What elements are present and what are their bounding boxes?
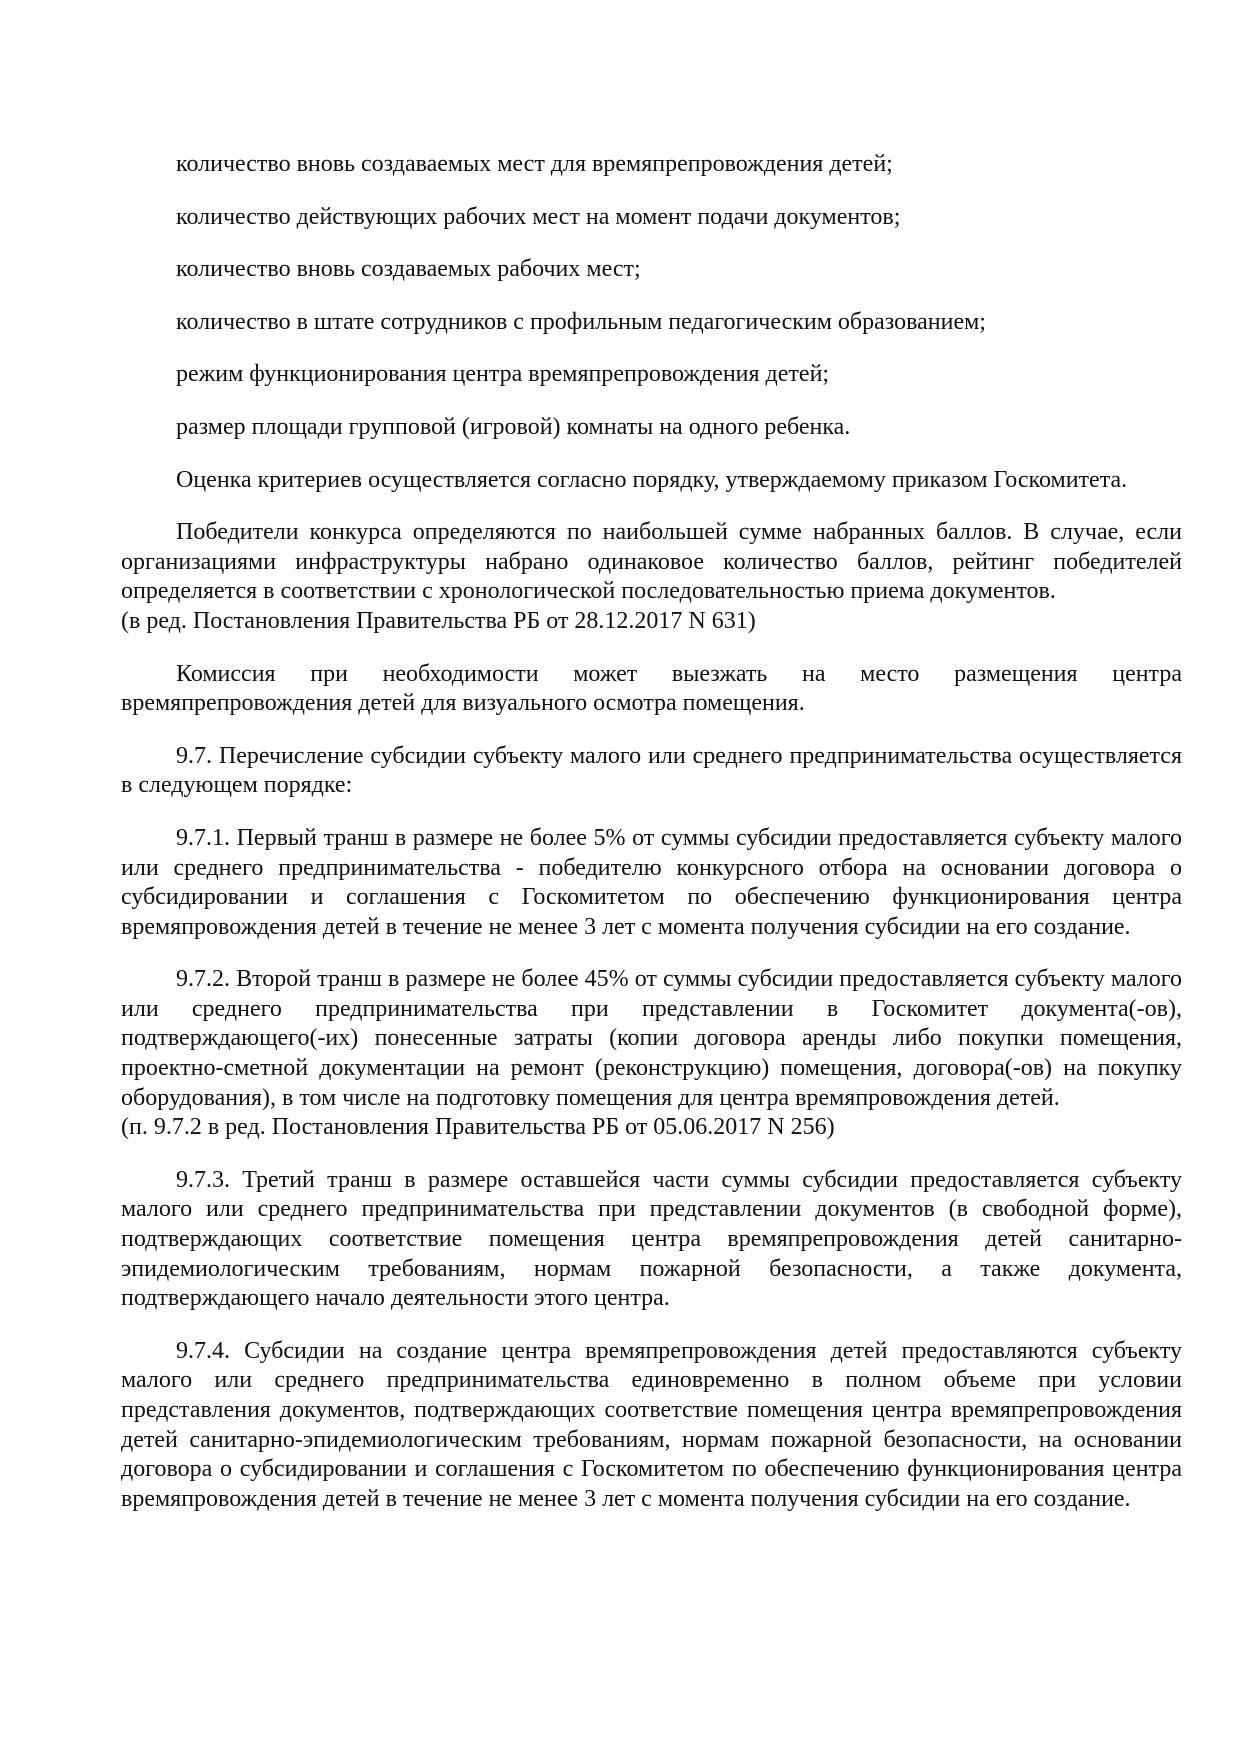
clause-9-7-4: 9.7.4. Субсидии на создание центра времяпрепровождения детей предоставляются субъекту малого или среднего предпринимательства единовременно в полном объеме при условии представления документов, подтверждающих соответствие помещения центра времяпрепровождения детей санитарно-эпидемиологическим требованиям, нормам пожарной безопасности, на основании договора о субсидировании и соглашения с Госкомитетом по обеспечению функционирования центра времяпровождения детей в течение не менее 3 лет с момента получения субсидии на его создание.	[121, 1337, 1182, 1512]
evaluation-paragraph: Оценка критериев осуществляется согласно порядку, утверждаемому приказом Госкомитета.	[176, 466, 1128, 493]
clause-9-7: 9.7. Перечисление субсидии субъекту малого или среднего предпринимательства осуществляется в следующем порядке:	[121, 742, 1182, 799]
criteria-item: количество вновь создаваемых рабочих мест;	[176, 256, 641, 283]
amendment-note: (п. 9.7.2 в ред. Постановления Правительства РБ от 05.06.2017 N 256)	[121, 1114, 835, 1141]
criteria-item: количество вновь создаваемых мест для времяпрепровождения детей;	[176, 151, 893, 177]
commission-paragraph: Комиссия при необходимости может выезжать на место размещения центра времяпрепровождения детей для визуального осмотра помещения.	[121, 660, 1182, 717]
clause-9-7-2: 9.7.2. Второй транш в размере не более 45% от суммы субсидии предоставляется субъекту малого или среднего предпринимательства при представлении в Госкомитет документа(-ов), подтверждающего(-их) понесенные затраты (копии договора аренды либо покупки помещения, проектно-сметной документации на ремонт (реконструкцию) помещения, договора(-ов) на покупку оборудования), в том числе на подготовку помещения для центра времяпровождения детей.	[121, 966, 1182, 1111]
amendment-note: (в ред. Постановления Правительства РБ от 28.12.2017 N 631)	[121, 607, 756, 634]
criteria-item: режим функционирования центра времяпрепровождения детей;	[176, 361, 830, 388]
winners-paragraph: Победители конкурса определяются по наибольшей сумме набранных баллов. В случае, если организациями инфраструктуры набрано одинаковое количество баллов, рейтинг победителей определяется в соответствии с хронологической последовательностью приема документов.	[121, 519, 1182, 605]
criteria-item: размер площади групповой (игровой) комнаты на одного ребенка.	[176, 413, 851, 440]
document-page	[121, 150, 1182, 1537]
criteria-item: количество в штате сотрудников с профильным педагогическим образованием;	[176, 308, 986, 335]
criteria-item: количество действующих рабочих мест на момент подачи документов;	[176, 203, 901, 230]
clause-9-7-3: 9.7.3. Третий транш в размере оставшейся части суммы субсидии предоставляется субъекту малого или среднего предпринимательства при представлении документов (в свободной форме), подтверждающих соответствие помещения центра времяпрепровождения детей санитарно-эпидемиологическим требованиям, нормам пожарной безопасности, а также документа, подтверждающего начало деятельности этого центра.	[121, 1166, 1182, 1312]
clause-9-7-1: 9.7.1. Первый транш в размере не более 5% от суммы субсидии предоставляется субъекту малого или среднего предпринимательства - победителю конкурсного отбора на основании договора о субсидировании и соглашения с Госкомитетом по обеспечению функционирования центра времяпровождения детей в течение не менее 3 лет с момента получения субсидии на его создание.	[121, 824, 1182, 940]
